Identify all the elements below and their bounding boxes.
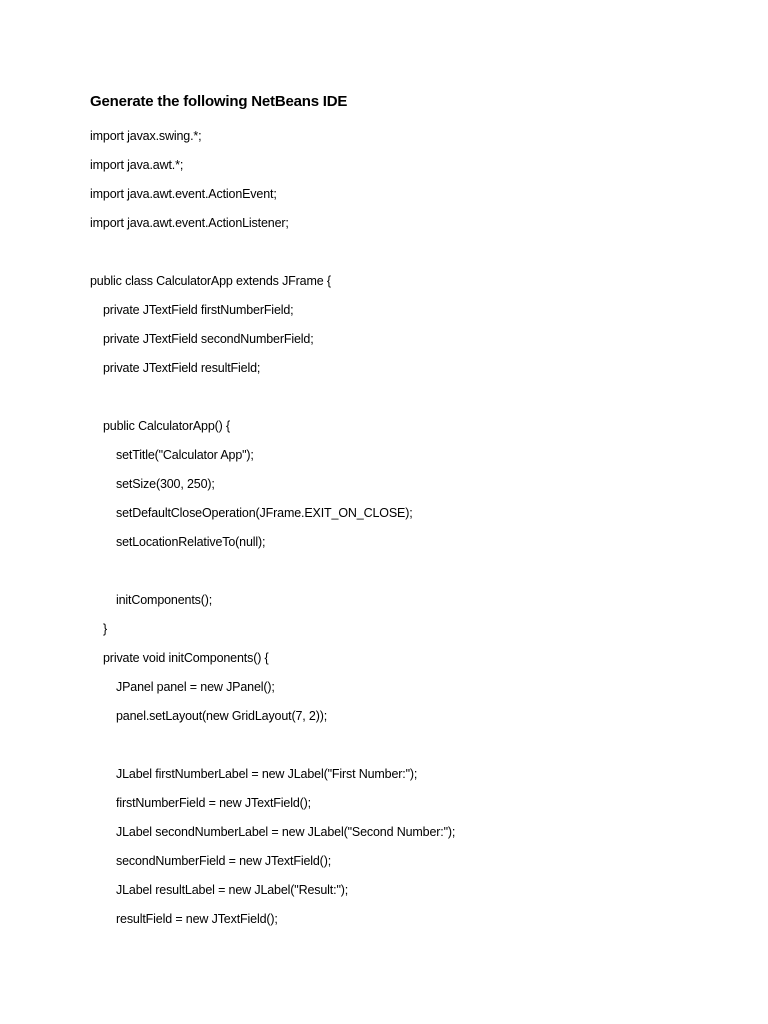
code-line: JLabel firstNumberLabel = new JLabel("First Number:"); [116, 767, 418, 781]
code-line: public CalculatorApp() { [103, 419, 231, 433]
code-line: initComponents(); [116, 593, 213, 607]
code-line: setSize(300, 250); [116, 477, 215, 491]
code-line: firstNumberField = new JTextField(); [116, 796, 312, 810]
blank-line [90, 562, 455, 591]
code-line: } [103, 622, 108, 636]
code-line: import java.awt.event.ActionEvent; [90, 187, 277, 201]
code-line: secondNumberField = new JTextField(); [116, 854, 332, 868]
code-line: JLabel secondNumberLabel = new JLabel("Second Number:"); [116, 825, 456, 839]
code-line: JLabel resultLabel = new JLabel("Result:"); [116, 883, 349, 897]
code-line: import java.awt.*; [90, 158, 184, 172]
code-line: private JTextField resultField; [103, 361, 261, 375]
blank-line [90, 388, 455, 417]
blank-line [90, 736, 455, 765]
code-block [90, 127, 455, 939]
code-line: panel.setLayout(new GridLayout(7, 2)); [116, 709, 328, 723]
code-line: import javax.swing.*; [90, 129, 202, 143]
code-line: JPanel panel = new JPanel(); [116, 680, 275, 694]
code-line: private JTextField firstNumberField; [103, 303, 294, 317]
code-line: setLocationRelativeTo(null); [116, 535, 266, 549]
blank-line [90, 243, 455, 272]
code-line: setTitle("Calculator App"); [116, 448, 254, 462]
code-line: setDefaultCloseOperation(JFrame.EXIT_ON_CLOSE); [116, 506, 413, 520]
code-line: private void initComponents() { [103, 651, 269, 665]
code-line: private JTextField secondNumberField; [103, 332, 314, 346]
code-line: resultField = new JTextField(); [116, 912, 278, 926]
document-title: Generate the following NetBeans IDE [90, 93, 348, 110]
code-line: public class CalculatorApp extends JFrame { [90, 274, 331, 288]
code-line: import java.awt.event.ActionListener; [90, 216, 289, 230]
